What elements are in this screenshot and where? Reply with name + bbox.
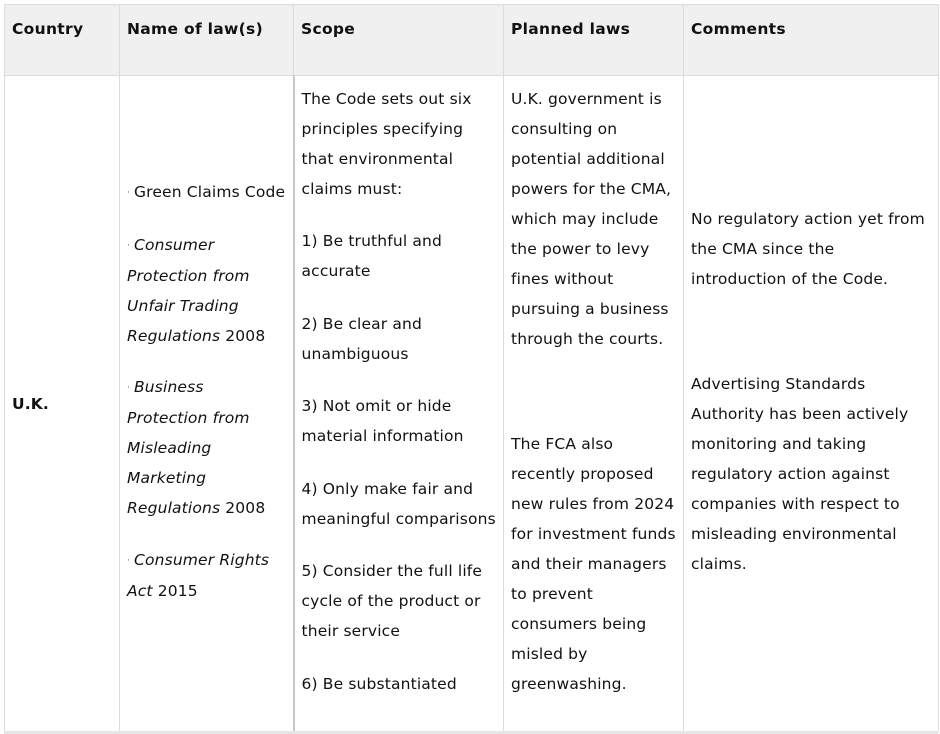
header-planned-laws: Planned laws — [504, 5, 684, 76]
greenwashing-laws-table — [4, 4, 939, 732]
country-cell: U.K. — [5, 76, 120, 732]
comments-cell — [684, 76, 939, 732]
header-country: Country — [5, 5, 120, 76]
header-name-of-laws: Name of law(s) — [120, 5, 294, 76]
law-item: · Business Protection from Misleading Marketing Regulations 2008 — [127, 378, 266, 517]
comment-paragraph: No regulatory action yet from the CMA since the introduction of the Code. — [691, 210, 925, 288]
scope-item: 4) Only make fair and meaningful comparisons — [301, 480, 496, 528]
scope-item: 2) Be clear and unambiguous — [301, 315, 423, 363]
table-row — [5, 76, 939, 732]
header-comments: Comments — [684, 5, 939, 76]
scope-cell — [294, 76, 504, 732]
scope-item: 3) Not omit or hide material information — [301, 397, 464, 445]
scope-intro: The Code sets out six principles specifying that environmental claims must: — [301, 90, 472, 198]
planned-laws-cell — [504, 76, 684, 732]
scope-item: 1) Be truthful and accurate — [301, 232, 442, 280]
law-item: · Consumer Rights Act 2015 — [127, 551, 270, 600]
comment-paragraph: Advertising Standards Authority has been actively monitoring and taking regulatory action against companies with respect to misleading environmental claims. — [691, 375, 909, 573]
planned-paragraph: The FCA also recently proposed new rules from 2024 for investment funds and their managers to prevent consumers being misled by greenwashing. — [511, 435, 676, 693]
laws-cell — [120, 76, 294, 732]
law-item: · Consumer Protection from Unfair Trading Regulations 2008 — [127, 236, 266, 345]
scope-item: 5) Consider the full life cycle of the product or their service — [301, 562, 483, 640]
law-item: · Green Claims Code — [127, 183, 286, 201]
planned-paragraph: U.K. government is consulting on potential additional powers for the CMA, which may include the power to levy fines without pursuing a business through the courts. — [511, 90, 672, 348]
header-scope: Scope — [294, 5, 504, 76]
table-header-row — [5, 5, 939, 76]
scope-item: 6) Be substantiated — [301, 675, 457, 693]
